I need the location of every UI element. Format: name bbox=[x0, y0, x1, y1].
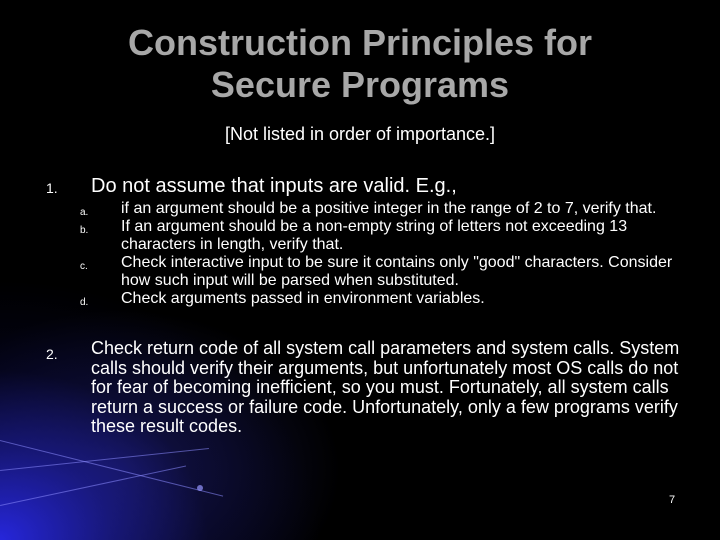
slide-title-line: Construction Principles for bbox=[127, 22, 593, 63]
list-item-text: Do not assume that inputs are valid. E.g., bbox=[91, 175, 457, 197]
list-number: 2. bbox=[46, 346, 58, 362]
sub-list-letter: b. bbox=[80, 225, 89, 236]
sub-list-letter: c. bbox=[80, 261, 88, 272]
decorative-dot bbox=[197, 485, 203, 491]
sub-list-text: If an argument should be a non-empty string of letters not exceeding 13 characters in length, verify that. bbox=[121, 218, 628, 253]
sub-list-letter: a. bbox=[80, 207, 89, 218]
sub-list-item bbox=[80, 200, 680, 218]
slide-subtitle: [Not listed in order of importance.] bbox=[224, 124, 496, 144]
sub-list-letter: d. bbox=[80, 297, 89, 308]
list-item-text: Check return code of all system call parameters and system calls. System calls should verify their arguments, but unfortunately most OS calls do not for fear of becoming inefficient, so you must. Fortunately, all system calls return a success or failure code. Unfortunately, only a few programs verify these result codes. bbox=[91, 338, 680, 436]
page-number: 7 bbox=[669, 494, 676, 506]
sub-list-item bbox=[80, 218, 680, 254]
sub-list-text: Check interactive input to be sure it contains only "good" characters. Consider how such input will be parsed when substituted. bbox=[121, 254, 673, 289]
sub-list-text: if an argument should be a positive integer in the range of 2 to 7, verify that. bbox=[121, 200, 657, 217]
sub-list bbox=[80, 200, 680, 308]
slide-title-line: Secure Programs bbox=[210, 64, 510, 105]
slide-title bbox=[0, 22, 720, 106]
sub-list-item bbox=[80, 290, 680, 308]
sub-list-text: Check arguments passed in environment variables. bbox=[121, 290, 485, 307]
sub-list-item bbox=[80, 254, 680, 290]
list-number: 1. bbox=[46, 180, 58, 196]
